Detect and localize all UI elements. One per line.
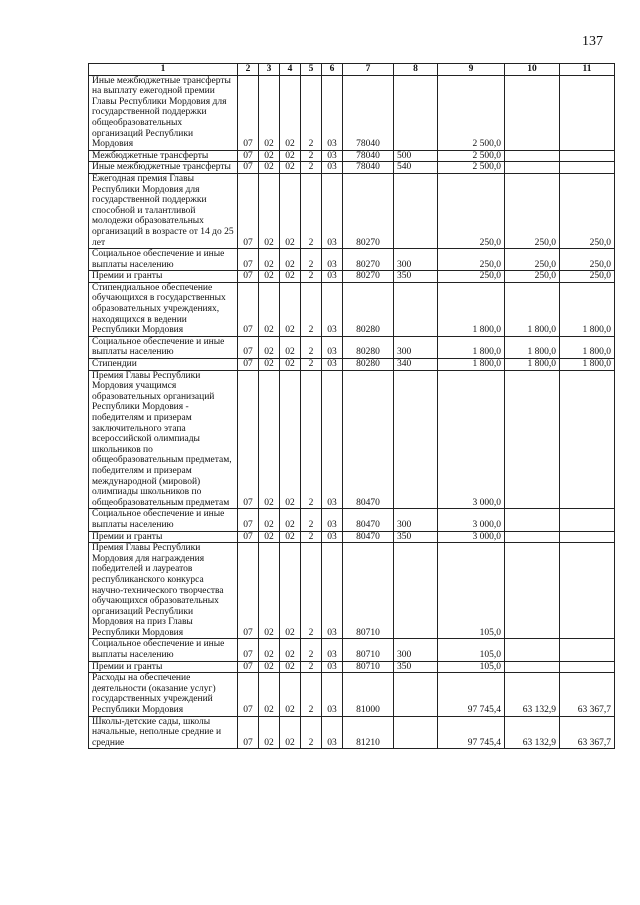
code-cell: [394, 75, 438, 150]
code-cell: 03: [322, 249, 343, 271]
table-row: [89, 75, 615, 150]
code-cell: 2: [301, 173, 322, 248]
code-cell: 07: [238, 370, 259, 509]
code-cell: 03: [322, 673, 343, 716]
table-row: [89, 543, 615, 639]
code-cell: 03: [322, 531, 343, 543]
code-cell: 07: [238, 150, 259, 162]
code-cell: 80280: [343, 282, 394, 336]
code-cell: 03: [322, 639, 343, 661]
column-header: 5: [301, 64, 322, 76]
code-cell: 02: [259, 543, 280, 639]
code-cell: 07: [238, 543, 259, 639]
code-cell: 02: [280, 661, 301, 673]
code-cell: 07: [238, 282, 259, 336]
row-name-cell: Премия Главы Республики Мордовия учащимся образовательных организаций Республики Мордовия - победителям и призерам заключительного этапа всероссийской олимпиады школьников по общеобразовательным предметам, победителям и призерам международной (мировой) олимпиады школьников по общеобразовательным предметам: [89, 370, 238, 509]
code-cell: 03: [322, 75, 343, 150]
code-cell: 81000: [343, 673, 394, 716]
amount-cell: [560, 531, 615, 543]
column-header: 1: [89, 64, 238, 76]
code-cell: 2: [301, 370, 322, 509]
code-cell: 2: [301, 150, 322, 162]
row-name-cell: Социальное обеспечение и иные выплаты населению: [89, 639, 238, 661]
code-cell: 80280: [343, 336, 394, 358]
table-row: [89, 359, 615, 371]
amount-cell: [560, 661, 615, 673]
code-cell: 03: [322, 336, 343, 358]
amount-cell: [505, 661, 560, 673]
code-cell: 80470: [343, 509, 394, 531]
code-cell: 07: [238, 359, 259, 371]
code-cell: 03: [322, 150, 343, 162]
amount-cell: 1 800,0: [505, 359, 560, 371]
amount-cell: [560, 543, 615, 639]
code-cell: 03: [322, 509, 343, 531]
row-name-cell: Премии и гранты: [89, 661, 238, 673]
code-cell: 80710: [343, 661, 394, 673]
code-cell: 2: [301, 249, 322, 271]
code-cell: 02: [259, 673, 280, 716]
amount-cell: 250,0: [560, 173, 615, 248]
code-cell: 300: [394, 336, 438, 358]
amount-cell: 1 800,0: [438, 336, 505, 358]
table-row: [89, 661, 615, 673]
row-name-cell: Социальное обеспечение и иные выплаты населению: [89, 336, 238, 358]
code-cell: 80710: [343, 639, 394, 661]
code-cell: 02: [280, 75, 301, 150]
code-cell: 2: [301, 336, 322, 358]
amount-cell: 3 000,0: [438, 509, 505, 531]
code-cell: 02: [280, 359, 301, 371]
code-cell: 02: [280, 173, 301, 248]
amount-cell: 1 800,0: [505, 336, 560, 358]
column-header: 4: [280, 64, 301, 76]
table-row: [89, 173, 615, 248]
table-body: [89, 75, 615, 749]
column-header: 3: [259, 64, 280, 76]
amount-cell: 1 800,0: [438, 282, 505, 336]
code-cell: 07: [238, 661, 259, 673]
code-cell: 2: [301, 282, 322, 336]
code-cell: 02: [259, 271, 280, 283]
code-cell: 03: [322, 543, 343, 639]
code-cell: 02: [280, 716, 301, 749]
code-cell: 81210: [343, 716, 394, 749]
code-cell: 02: [280, 336, 301, 358]
code-cell: 2: [301, 531, 322, 543]
code-cell: 03: [322, 271, 343, 283]
code-cell: 80470: [343, 370, 394, 509]
row-name-cell: Социальное обеспечение и иные выплаты населению: [89, 249, 238, 271]
code-cell: 02: [280, 271, 301, 283]
code-cell: 80710: [343, 543, 394, 639]
table-row: [89, 282, 615, 336]
code-cell: 80270: [343, 173, 394, 248]
table-row: [89, 673, 615, 716]
code-cell: 03: [322, 359, 343, 371]
code-cell: 02: [259, 173, 280, 248]
code-cell: 2: [301, 509, 322, 531]
code-cell: 02: [280, 162, 301, 174]
code-cell: 78040: [343, 75, 394, 150]
code-cell: [394, 716, 438, 749]
code-cell: 02: [259, 75, 280, 150]
code-cell: 07: [238, 173, 259, 248]
code-cell: 500: [394, 150, 438, 162]
row-name-cell: Расходы на обеспечение деятельности (оказание услуг) государственных учреждений Республики Мордовия: [89, 673, 238, 716]
row-name-cell: Ежегодная премия Главы Республики Мордовия для государственной поддержки способной и талантливой молодежи образовательных организаций в возрасте от 14 до 25 лет: [89, 173, 238, 248]
code-cell: 07: [238, 249, 259, 271]
amount-cell: [505, 639, 560, 661]
amount-cell: 2 500,0: [438, 75, 505, 150]
code-cell: 2: [301, 75, 322, 150]
code-cell: 03: [322, 716, 343, 749]
amount-cell: [560, 639, 615, 661]
row-name-cell: Стипендиальное обеспечение обучающихся в государственных образовательных учреждениях, находящихся в ведении Республики Мордовия: [89, 282, 238, 336]
amount-cell: 2 500,0: [438, 162, 505, 174]
code-cell: 02: [259, 282, 280, 336]
page-number: 137: [582, 34, 603, 49]
code-cell: 80470: [343, 531, 394, 543]
code-cell: 80270: [343, 249, 394, 271]
code-cell: 2: [301, 543, 322, 639]
code-cell: 350: [394, 661, 438, 673]
column-header: 11: [560, 64, 615, 76]
amount-cell: 250,0: [505, 271, 560, 283]
code-cell: 02: [280, 282, 301, 336]
row-name-cell: Социальное обеспечение и иные выплаты населению: [89, 509, 238, 531]
code-cell: 340: [394, 359, 438, 371]
row-name-cell: Иные межбюджетные трансферты на выплату ежегодной премии Главы Республики Мордовия для государственной поддержки общеобразовательных организаций Республики Мордовия: [89, 75, 238, 150]
table-row: [89, 249, 615, 271]
amount-cell: 63 367,7: [560, 716, 615, 749]
row-name-cell: Премии и гранты: [89, 531, 238, 543]
amount-cell: [560, 162, 615, 174]
column-header: 9: [438, 64, 505, 76]
amount-cell: 1 800,0: [560, 282, 615, 336]
row-name-cell: Школы-детские сады, школы начальные, неполные средние и средние: [89, 716, 238, 749]
code-cell: 07: [238, 75, 259, 150]
code-cell: 02: [259, 639, 280, 661]
amount-cell: 250,0: [438, 173, 505, 248]
code-cell: 07: [238, 716, 259, 749]
row-name-cell: Стипендии: [89, 359, 238, 371]
code-cell: 02: [259, 162, 280, 174]
code-cell: 07: [238, 336, 259, 358]
code-cell: 2: [301, 162, 322, 174]
code-cell: 02: [259, 509, 280, 531]
code-cell: 02: [259, 716, 280, 749]
code-cell: 2: [301, 661, 322, 673]
budget-table-wrapper: [88, 63, 615, 749]
amount-cell: 250,0: [438, 249, 505, 271]
code-cell: [394, 543, 438, 639]
table-header-row: [89, 64, 615, 76]
amount-cell: 250,0: [560, 271, 615, 283]
code-cell: 07: [238, 162, 259, 174]
code-cell: 03: [322, 661, 343, 673]
amount-cell: 1 800,0: [438, 359, 505, 371]
code-cell: 07: [238, 673, 259, 716]
amount-cell: 250,0: [560, 249, 615, 271]
code-cell: 02: [280, 543, 301, 639]
column-header: 6: [322, 64, 343, 76]
code-cell: 02: [259, 359, 280, 371]
code-cell: 07: [238, 271, 259, 283]
code-cell: 300: [394, 639, 438, 661]
column-header: 7: [343, 64, 394, 76]
code-cell: [394, 282, 438, 336]
amount-cell: [505, 75, 560, 150]
amount-cell: 3 000,0: [438, 370, 505, 509]
amount-cell: 97 745,4: [438, 716, 505, 749]
amount-cell: 250,0: [438, 271, 505, 283]
amount-cell: [505, 509, 560, 531]
amount-cell: [505, 162, 560, 174]
code-cell: 02: [280, 673, 301, 716]
amount-cell: 63 132,9: [505, 673, 560, 716]
amount-cell: [560, 509, 615, 531]
code-cell: 02: [259, 150, 280, 162]
code-cell: 02: [280, 370, 301, 509]
amount-cell: [505, 543, 560, 639]
row-name-cell: Премии и гранты: [89, 271, 238, 283]
column-header: 2: [238, 64, 259, 76]
table-row: [89, 716, 615, 749]
code-cell: 07: [238, 509, 259, 531]
amount-cell: 63 132,9: [505, 716, 560, 749]
code-cell: [394, 673, 438, 716]
amount-cell: 250,0: [505, 249, 560, 271]
row-name-cell: Премия Главы Республики Мордовия для награждения победителей и лауреатов республиканского конкурса научно-технического творчества обучающихся образовательных организаций Республики Мордовия на приз Главы Республики Мордовия: [89, 543, 238, 639]
amount-cell: 250,0: [505, 173, 560, 248]
code-cell: 78040: [343, 162, 394, 174]
code-cell: 02: [280, 531, 301, 543]
code-cell: 540: [394, 162, 438, 174]
row-name-cell: Межбюджетные трансферты: [89, 150, 238, 162]
table-row: [89, 162, 615, 174]
table-row: [89, 370, 615, 509]
code-cell: 2: [301, 639, 322, 661]
amount-cell: [505, 370, 560, 509]
code-cell: 02: [280, 639, 301, 661]
table-row: [89, 531, 615, 543]
row-name-cell: Иные межбюджетные трансферты: [89, 162, 238, 174]
code-cell: 02: [259, 336, 280, 358]
code-cell: [394, 173, 438, 248]
column-header: 10: [505, 64, 560, 76]
code-cell: 350: [394, 531, 438, 543]
code-cell: [394, 370, 438, 509]
code-cell: 02: [280, 150, 301, 162]
code-cell: 300: [394, 509, 438, 531]
table-row: [89, 336, 615, 358]
code-cell: 07: [238, 531, 259, 543]
code-cell: 02: [280, 509, 301, 531]
amount-cell: 1 800,0: [505, 282, 560, 336]
amount-cell: 105,0: [438, 639, 505, 661]
code-cell: 03: [322, 370, 343, 509]
amount-cell: 63 367,7: [560, 673, 615, 716]
code-cell: 02: [259, 370, 280, 509]
code-cell: 07: [238, 639, 259, 661]
code-cell: 03: [322, 282, 343, 336]
code-cell: 78040: [343, 150, 394, 162]
amount-cell: [505, 531, 560, 543]
code-cell: 2: [301, 359, 322, 371]
code-cell: 80270: [343, 271, 394, 283]
amount-cell: 105,0: [438, 543, 505, 639]
code-cell: 03: [322, 162, 343, 174]
code-cell: 02: [259, 531, 280, 543]
code-cell: 2: [301, 716, 322, 749]
code-cell: 80280: [343, 359, 394, 371]
amount-cell: [560, 150, 615, 162]
amount-cell: 3 000,0: [438, 531, 505, 543]
table-row: [89, 639, 615, 661]
amount-cell: 1 800,0: [560, 336, 615, 358]
amount-cell: [505, 150, 560, 162]
table-row: [89, 271, 615, 283]
code-cell: 350: [394, 271, 438, 283]
code-cell: 02: [259, 249, 280, 271]
table-row: [89, 150, 615, 162]
code-cell: 03: [322, 173, 343, 248]
column-header: 8: [394, 64, 438, 76]
budget-table: [88, 63, 615, 749]
code-cell: 02: [259, 661, 280, 673]
table-row: [89, 509, 615, 531]
code-cell: 2: [301, 673, 322, 716]
amount-cell: 1 800,0: [560, 359, 615, 371]
code-cell: 300: [394, 249, 438, 271]
amount-cell: 105,0: [438, 661, 505, 673]
amount-cell: [560, 370, 615, 509]
code-cell: 02: [280, 249, 301, 271]
code-cell: 2: [301, 271, 322, 283]
amount-cell: [560, 75, 615, 150]
amount-cell: 2 500,0: [438, 150, 505, 162]
amount-cell: 97 745,4: [438, 673, 505, 716]
